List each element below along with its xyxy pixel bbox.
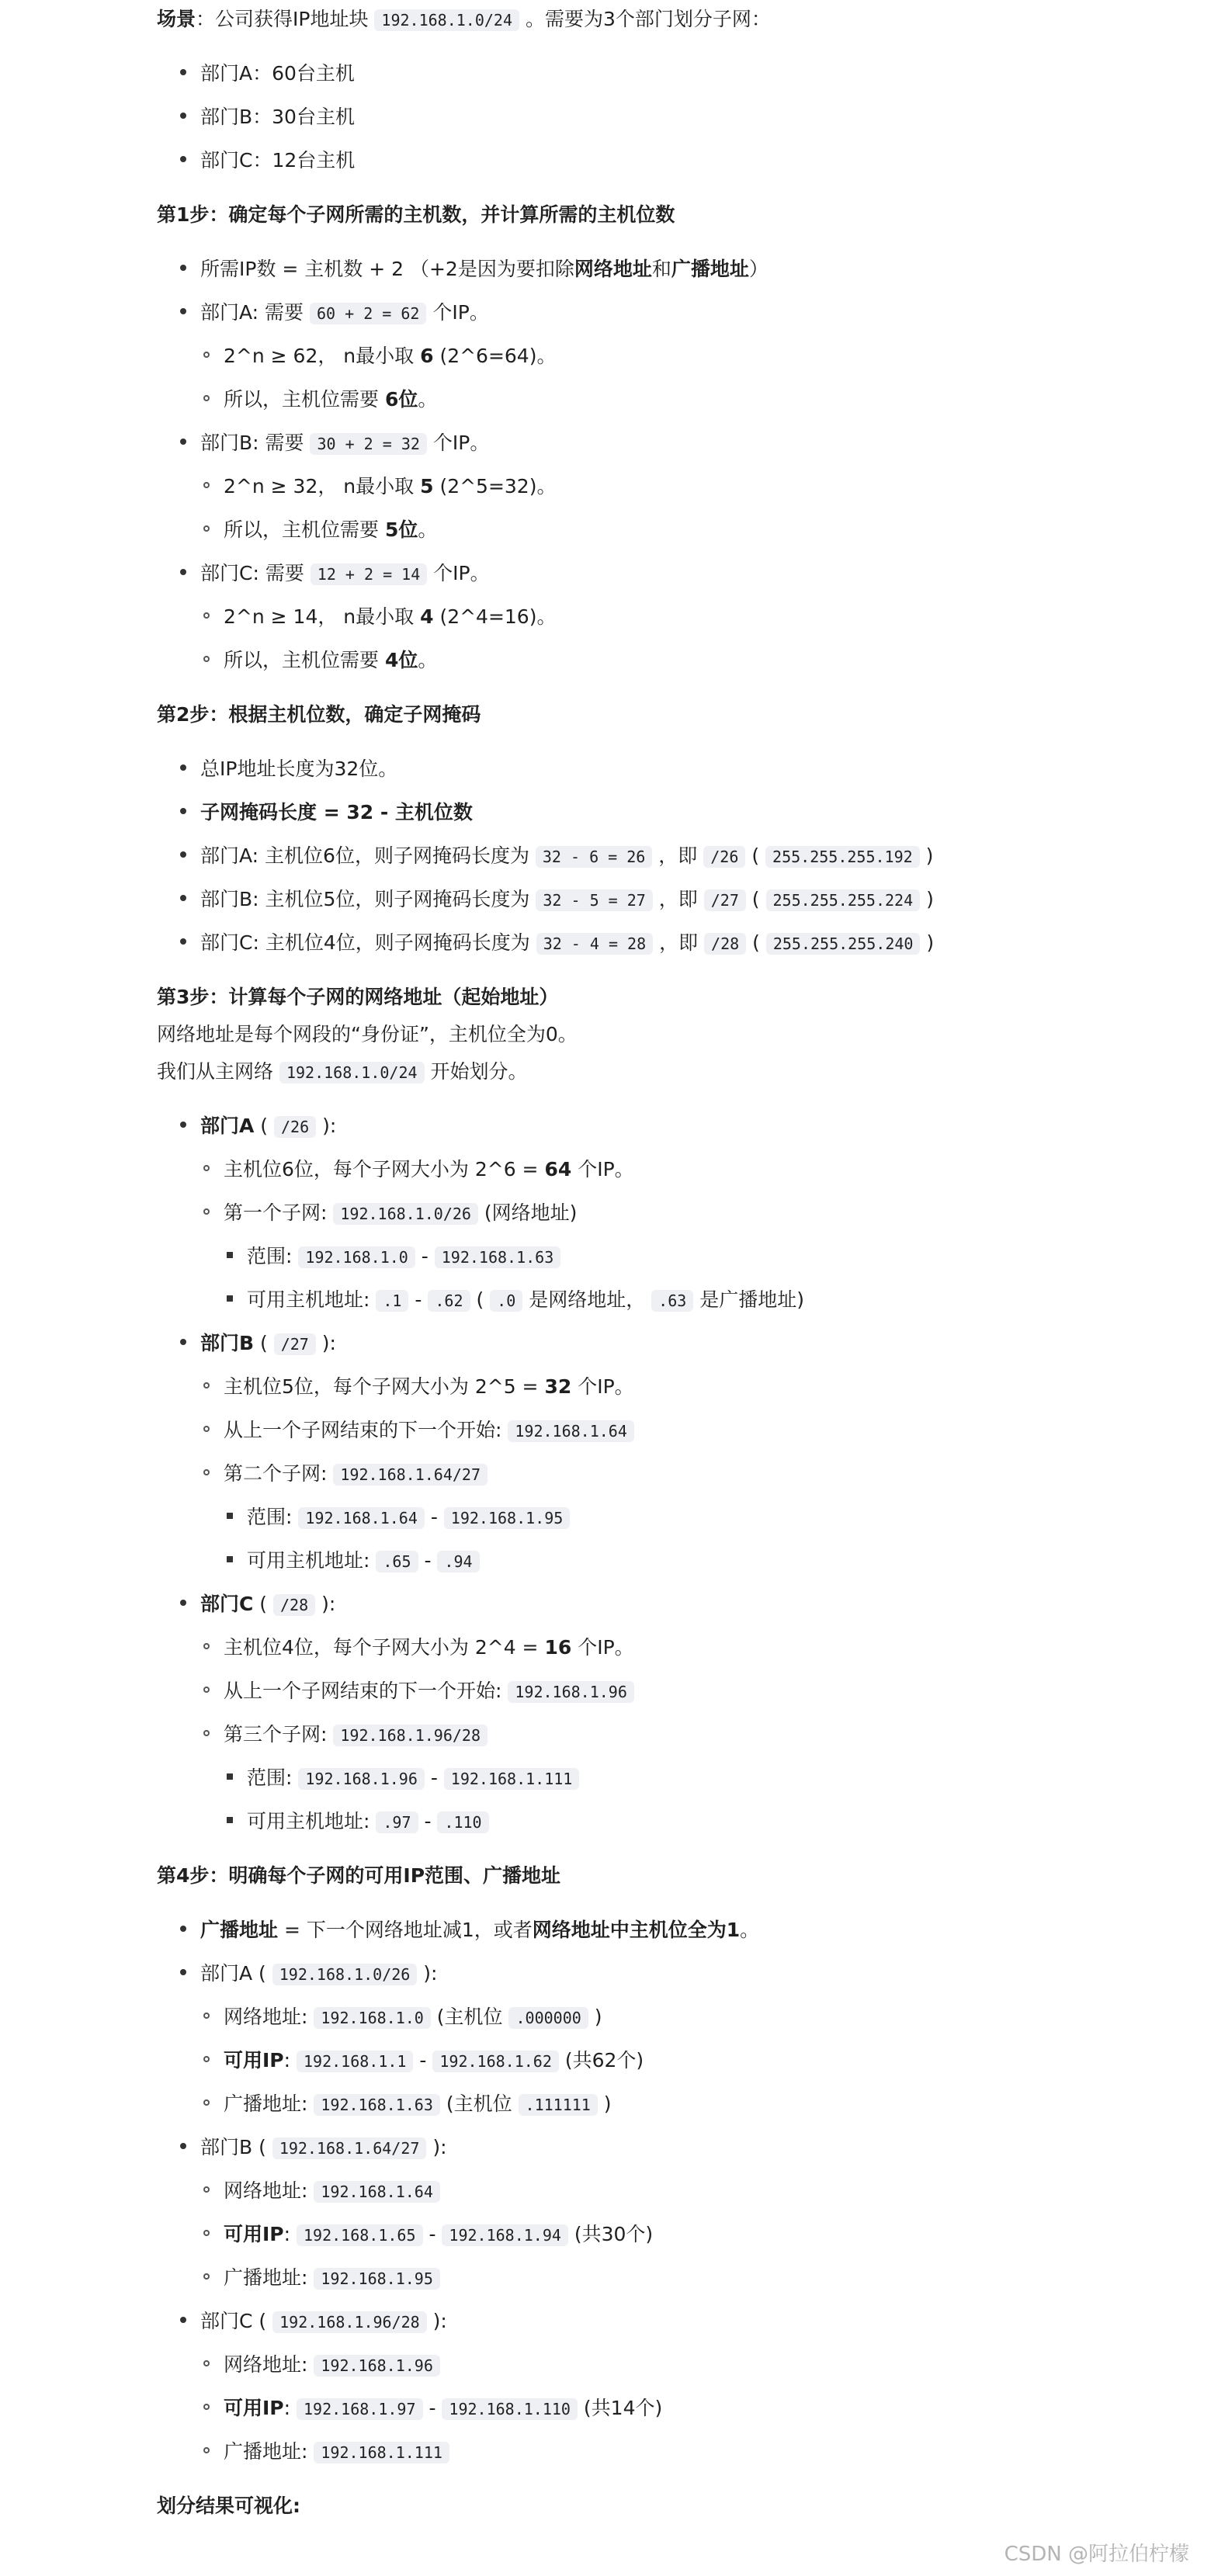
paragraph bbox=[157, 200, 675, 231]
text: 第一个子网: bbox=[224, 1201, 334, 1224]
text: 个IP。 bbox=[426, 301, 489, 324]
text: 可用主机地址: bbox=[247, 1549, 376, 1572]
text: : bbox=[283, 2049, 297, 2072]
text: ): bbox=[426, 2310, 447, 2332]
text: 总IP地址长度为32位。 bbox=[200, 758, 398, 780]
list-item bbox=[203, 1198, 577, 1229]
list-item bbox=[180, 1916, 759, 1946]
list-item bbox=[180, 255, 769, 285]
inline-code: 255.255.255.240 bbox=[766, 933, 921, 955]
inline-code: /28 bbox=[704, 933, 746, 955]
list-item bbox=[203, 1155, 634, 1185]
text: ，即 bbox=[653, 931, 705, 954]
inline-code: 192.168.1.96 bbox=[298, 1768, 425, 1790]
text: ( bbox=[254, 1332, 274, 1354]
text: ) bbox=[597, 2092, 612, 2115]
text: 和 bbox=[651, 258, 671, 280]
bullet-icon bbox=[180, 851, 186, 858]
text: : bbox=[283, 2223, 297, 2245]
inline-code: 192.168.1.1 bbox=[297, 2051, 413, 2072]
inline-code: 192.168.1.63 bbox=[435, 1246, 561, 1268]
inline-code: 192.168.1.95 bbox=[444, 1507, 571, 1529]
text: 部门B: 需要 bbox=[200, 432, 311, 454]
text: 是网络地址， bbox=[522, 1288, 652, 1311]
bold-text: 子网掩码长度 = 32 - 主机位数 bbox=[200, 801, 473, 823]
bullet-icon bbox=[180, 764, 186, 771]
list-item bbox=[203, 342, 556, 372]
text: ): bbox=[315, 1332, 336, 1354]
inline-code: 192.168.1.111 bbox=[314, 2442, 449, 2463]
inline-code: .000000 bbox=[508, 2007, 588, 2029]
inline-code: 192.168.1.110 bbox=[442, 2398, 578, 2420]
bullet-icon bbox=[180, 69, 186, 75]
text: 主机位4位，每个子网大小为 2^4 = bbox=[224, 1636, 545, 1659]
text: 所以，主机位需要 bbox=[224, 388, 385, 411]
hollow-bullet-icon bbox=[203, 2099, 210, 2106]
text: 网络地址: bbox=[224, 2353, 314, 2376]
inline-code: 192.168.1.0/24 bbox=[374, 9, 519, 31]
hollow-bullet-icon bbox=[203, 1382, 210, 1389]
list-item bbox=[203, 2002, 602, 2033]
bullet-icon bbox=[180, 569, 186, 575]
inline-code: 60 + 2 = 62 bbox=[310, 303, 426, 324]
list-item bbox=[227, 1546, 480, 1576]
inline-code: .63 bbox=[651, 1290, 693, 1312]
list-item bbox=[203, 646, 437, 676]
text: 范围: bbox=[247, 1506, 299, 1528]
list-item bbox=[203, 2394, 662, 2424]
text: ，即 bbox=[652, 888, 704, 910]
text: 部门C: 需要 bbox=[200, 562, 311, 584]
hollow-bullet-icon bbox=[203, 1687, 210, 1693]
bold-text: 第2步：根据主机位数，确定子网掩码 bbox=[157, 703, 481, 726]
bold-text: 5 bbox=[420, 475, 434, 498]
text: 我们从主网络 bbox=[157, 1060, 279, 1083]
text: 2^n ≥ 14， n最小取 bbox=[224, 605, 421, 628]
inline-code: 192.168.1.64 bbox=[314, 2181, 440, 2203]
text: ） bbox=[748, 258, 769, 280]
text: 所以，主机位需要 bbox=[224, 518, 385, 541]
inline-code: .110 bbox=[437, 1812, 488, 1833]
text: 部门C ( bbox=[200, 2310, 273, 2332]
text: 范围: bbox=[247, 1766, 299, 1789]
text: 可用主机地址: bbox=[247, 1288, 376, 1311]
inline-code: 255.255.255.192 bbox=[765, 846, 920, 868]
text: 主机位5位，每个子网大小为 2^5 = bbox=[224, 1375, 545, 1398]
text: 部门A：60台主机 bbox=[200, 62, 355, 85]
hollow-bullet-icon bbox=[203, 1426, 210, 1432]
bold-text: 第1步：确定每个子网所需的主机数，并计算所需的主机位数 bbox=[157, 203, 675, 226]
bullet-icon bbox=[180, 439, 186, 445]
list-item bbox=[203, 2089, 612, 2120]
hollow-bullet-icon bbox=[203, 1469, 210, 1475]
inline-code: 32 - 6 = 26 bbox=[536, 846, 652, 868]
text: 个IP。 bbox=[427, 562, 490, 584]
text: ): bbox=[315, 1593, 336, 1615]
paragraph bbox=[157, 2491, 300, 2522]
text: (2^6=64)。 bbox=[433, 345, 557, 367]
inline-code: 192.168.1.65 bbox=[297, 2224, 423, 2246]
text: 广播地址: bbox=[224, 2440, 314, 2463]
list-item bbox=[203, 1416, 634, 1446]
bold-text: 场景 bbox=[157, 8, 196, 30]
text: ( bbox=[254, 1115, 275, 1137]
list-item bbox=[180, 2133, 447, 2163]
bullet-icon bbox=[180, 1339, 186, 1345]
list-item bbox=[203, 385, 437, 415]
text: - bbox=[408, 1288, 429, 1311]
bullet-icon bbox=[180, 2143, 186, 2149]
paragraph bbox=[157, 983, 558, 1013]
inline-code: /27 bbox=[704, 889, 746, 911]
text: (主机位 bbox=[439, 2092, 519, 2115]
paragraph bbox=[157, 1861, 560, 1891]
bold-text: 第3步：计算每个子网的网络地址（起始地址） bbox=[157, 986, 559, 1008]
text: 部门C: 主机位4位，则子网掩码长度为 bbox=[200, 931, 536, 954]
list-item bbox=[180, 59, 355, 89]
list-item bbox=[180, 559, 490, 589]
list-item bbox=[227, 1763, 579, 1794]
text: 。 bbox=[418, 649, 438, 671]
text: ( bbox=[745, 888, 766, 910]
inline-code: 192.168.1.63 bbox=[314, 2094, 440, 2116]
text: (主机位 bbox=[430, 2006, 509, 2028]
bold-text: 4位 bbox=[384, 649, 418, 671]
inline-code: 192.168.1.96/28 bbox=[272, 2311, 427, 2333]
text: 个IP。 bbox=[571, 1375, 634, 1398]
inline-code: 192.168.1.0 bbox=[314, 2007, 430, 2029]
list-item bbox=[180, 1111, 336, 1142]
list-item bbox=[180, 1329, 336, 1359]
inline-code: 192.168.1.96/28 bbox=[333, 1725, 488, 1746]
list-item bbox=[180, 1959, 437, 1989]
inline-code: .111111 bbox=[519, 2094, 598, 2116]
text: - bbox=[413, 2049, 433, 2072]
text: 部门B: 主机位5位，则子网掩码长度为 bbox=[200, 888, 536, 910]
list-item bbox=[203, 1372, 634, 1402]
text: - bbox=[424, 1766, 444, 1789]
text: - bbox=[418, 1810, 438, 1832]
list-item bbox=[180, 798, 473, 828]
inline-code: 192.168.1.94 bbox=[442, 2224, 568, 2246]
text: ) bbox=[919, 844, 934, 867]
list-item bbox=[203, 1676, 634, 1707]
bullet-icon bbox=[180, 938, 186, 945]
list-item bbox=[180, 298, 489, 328]
text: 从上一个子网结束的下一个开始: bbox=[224, 1419, 508, 1441]
inline-code: /27 bbox=[274, 1333, 316, 1355]
inline-code: 192.168.1.64/27 bbox=[333, 1464, 488, 1486]
text: 可用主机地址: bbox=[247, 1810, 376, 1832]
list-item bbox=[203, 2220, 653, 2250]
text: 部门B：30台主机 bbox=[200, 106, 355, 128]
text: 2^n ≥ 62， n最小取 bbox=[224, 345, 421, 367]
inline-code: 192.168.1.0/24 bbox=[279, 1062, 425, 1083]
bold-text: 广播地址 bbox=[200, 1919, 279, 1941]
text: 部门A ( bbox=[200, 1962, 272, 1985]
inline-code: /26 bbox=[274, 1116, 316, 1138]
text: 个IP。 bbox=[426, 432, 490, 454]
bullet-icon bbox=[180, 265, 186, 271]
bold-text: 64 bbox=[544, 1158, 572, 1181]
text: 从上一个子网结束的下一个开始: bbox=[224, 1680, 508, 1702]
text: ): bbox=[417, 1962, 438, 1985]
inline-code: 192.168.1.111 bbox=[444, 1768, 580, 1790]
text: 部门A: 主机位6位，则子网掩码长度为 bbox=[200, 844, 536, 867]
paragraph bbox=[157, 5, 771, 35]
bullet-icon bbox=[180, 1122, 186, 1128]
text: (共30个) bbox=[567, 2223, 654, 2245]
bold-text: 5位 bbox=[384, 518, 418, 541]
inline-code: 192.168.1.96 bbox=[314, 2355, 440, 2377]
text: 2^n ≥ 32， n最小取 bbox=[224, 475, 421, 498]
text: - bbox=[422, 2223, 442, 2245]
bold-text: 16 bbox=[544, 1636, 572, 1659]
bullet-icon bbox=[180, 1969, 186, 1975]
paragraph bbox=[157, 700, 481, 730]
text: 。 bbox=[418, 388, 438, 411]
hollow-bullet-icon bbox=[203, 2404, 210, 2410]
text: 网络地址是每个网段的“身份证”，主机位全为0。 bbox=[157, 1023, 578, 1045]
text: = 下一个网络地址减1，或者 bbox=[278, 1919, 533, 1941]
text: : bbox=[283, 2397, 297, 2419]
text: 网络地址: bbox=[224, 2179, 314, 2202]
text: 是广播地址) bbox=[693, 1288, 804, 1311]
hollow-bullet-icon bbox=[203, 525, 210, 532]
text: 广播地址: bbox=[224, 2092, 314, 2115]
bold-text: 可用IP bbox=[224, 2049, 284, 2072]
list-item bbox=[203, 1633, 634, 1663]
text: (2^4=16)。 bbox=[433, 605, 557, 628]
text: 广播地址: bbox=[224, 2266, 314, 2289]
text: 所以，主机位需要 bbox=[224, 649, 385, 671]
text: 部门C：12台主机 bbox=[200, 149, 356, 172]
text: 所需IP数 = 主机数 + 2 （+2是因为要扣除 bbox=[200, 258, 574, 280]
text: ：公司获得IP地址块 bbox=[196, 8, 375, 30]
bold-text: 部门A bbox=[200, 1115, 255, 1137]
bold-text: 32 bbox=[544, 1375, 572, 1398]
bullet-icon bbox=[180, 808, 186, 814]
hollow-bullet-icon bbox=[203, 2013, 210, 2019]
hollow-bullet-icon bbox=[203, 352, 210, 358]
square-bullet-icon bbox=[227, 1556, 233, 1562]
text: ): bbox=[316, 1115, 337, 1137]
bold-text: 可用IP bbox=[224, 2397, 284, 2419]
text: 部门B ( bbox=[200, 2136, 272, 2158]
text: ( bbox=[470, 1288, 491, 1311]
inline-code: 192.168.1.0/26 bbox=[272, 1964, 418, 1985]
list-item bbox=[180, 1590, 335, 1620]
text: (共62个) bbox=[558, 2049, 644, 2072]
list-item bbox=[227, 1285, 804, 1316]
bullet-icon bbox=[180, 1926, 186, 1932]
inline-code: /28 bbox=[273, 1594, 315, 1616]
inline-code: 12 + 2 = 14 bbox=[311, 563, 427, 585]
inline-code: .0 bbox=[490, 1290, 522, 1312]
hollow-bullet-icon bbox=[203, 2056, 210, 2062]
list-item bbox=[180, 428, 489, 459]
inline-code: 192.168.1.96 bbox=[508, 1681, 634, 1703]
bold-text: 4 bbox=[420, 605, 434, 628]
bold-text: 网络地址中主机位全为1 bbox=[532, 1919, 741, 1941]
inline-code: .62 bbox=[428, 1290, 470, 1312]
inline-code: 192.168.1.62 bbox=[432, 2051, 559, 2072]
paragraph bbox=[157, 1020, 578, 1050]
list-item bbox=[227, 1242, 560, 1272]
hollow-bullet-icon bbox=[203, 2273, 210, 2280]
inline-code: .65 bbox=[376, 1551, 418, 1572]
square-bullet-icon bbox=[227, 1513, 233, 1519]
text: 个IP。 bbox=[571, 1636, 634, 1659]
inline-code: 192.168.1.0/26 bbox=[333, 1203, 478, 1225]
hollow-bullet-icon bbox=[203, 2230, 210, 2236]
list-item bbox=[203, 602, 556, 633]
text: - bbox=[415, 1245, 435, 1267]
inline-code: 192.168.1.64 bbox=[298, 1507, 425, 1529]
bold-text: 可用IP bbox=[224, 2223, 284, 2245]
list-item bbox=[203, 1459, 488, 1489]
list-item bbox=[203, 2350, 440, 2380]
list-item bbox=[180, 102, 355, 133]
text: ) bbox=[920, 931, 935, 954]
paragraph bbox=[157, 1057, 527, 1087]
text: 开始划分。 bbox=[424, 1060, 528, 1083]
list-item bbox=[203, 2263, 440, 2293]
list-item bbox=[180, 841, 933, 872]
bold-text: 部门B bbox=[200, 1332, 255, 1354]
bold-text: 网络地址 bbox=[574, 258, 652, 280]
text: ): bbox=[426, 2136, 447, 2158]
text: 部门A: 需要 bbox=[200, 301, 310, 324]
inline-code: 192.168.1.95 bbox=[314, 2268, 440, 2290]
text: 第三个子网: bbox=[224, 1723, 334, 1746]
text: ( bbox=[253, 1593, 274, 1615]
bold-text: 广播地址 bbox=[671, 258, 749, 280]
inline-code: .1 bbox=[376, 1290, 408, 1312]
text: - bbox=[418, 1549, 438, 1572]
list-item bbox=[227, 1503, 570, 1533]
hollow-bullet-icon bbox=[203, 1643, 210, 1649]
list-item bbox=[203, 515, 437, 546]
list-item bbox=[180, 754, 397, 785]
text: (网络地址) bbox=[477, 1201, 578, 1224]
list-item bbox=[180, 146, 355, 176]
hollow-bullet-icon bbox=[203, 1730, 210, 1736]
list-item bbox=[203, 2437, 449, 2467]
hollow-bullet-icon bbox=[203, 1208, 210, 1215]
text: 个IP。 bbox=[571, 1158, 634, 1181]
inline-code: 255.255.255.224 bbox=[766, 889, 921, 911]
text: (2^5=32)。 bbox=[433, 475, 557, 498]
bullet-icon bbox=[180, 113, 186, 119]
text: 。 bbox=[740, 1919, 760, 1941]
hollow-bullet-icon bbox=[203, 2360, 210, 2366]
list-item bbox=[180, 928, 934, 959]
square-bullet-icon bbox=[227, 1817, 233, 1823]
inline-code: .97 bbox=[376, 1812, 418, 1833]
square-bullet-icon bbox=[227, 1295, 233, 1302]
watermark: CSDN @阿拉伯柠檬 bbox=[1004, 2542, 1189, 2566]
bullet-icon bbox=[180, 895, 186, 901]
text: 范围: bbox=[247, 1245, 299, 1267]
bold-text: 6位 bbox=[384, 388, 418, 411]
text: ) bbox=[588, 2006, 602, 2028]
inline-code: 32 - 4 = 28 bbox=[536, 933, 653, 955]
hollow-bullet-icon bbox=[203, 612, 210, 619]
text: - bbox=[424, 1506, 444, 1528]
inline-code: 192.168.1.97 bbox=[297, 2398, 423, 2420]
text: (共14个) bbox=[577, 2397, 663, 2419]
inline-code: 32 - 5 = 27 bbox=[536, 889, 652, 911]
list-item bbox=[227, 1807, 489, 1837]
text: 主机位6位，每个子网大小为 2^6 = bbox=[224, 1158, 545, 1181]
square-bullet-icon bbox=[227, 1773, 233, 1780]
text: 。 bbox=[418, 518, 438, 541]
inline-code: 192.168.1.64 bbox=[508, 1420, 634, 1442]
square-bullet-icon bbox=[227, 1252, 233, 1258]
list-item bbox=[180, 2307, 447, 2337]
text: ( bbox=[745, 844, 766, 867]
bullet-icon bbox=[180, 2317, 186, 2323]
inline-code: 30 + 2 = 32 bbox=[310, 433, 426, 455]
bullet-icon bbox=[180, 156, 186, 162]
bold-text: 第4步：明确每个子网的可用IP范围、广播地址 bbox=[157, 1864, 561, 1887]
inline-code: 192.168.1.0 bbox=[298, 1246, 415, 1268]
hollow-bullet-icon bbox=[203, 482, 210, 488]
text: ，即 bbox=[652, 844, 704, 867]
hollow-bullet-icon bbox=[203, 2186, 210, 2193]
bullet-icon bbox=[180, 1600, 186, 1606]
text: 网络地址: bbox=[224, 2006, 314, 2028]
text: ( bbox=[746, 931, 766, 954]
hollow-bullet-icon bbox=[203, 2447, 210, 2453]
hollow-bullet-icon bbox=[203, 656, 210, 662]
text: ) bbox=[920, 888, 934, 910]
text: 。需要为3个部门划分子网： bbox=[519, 8, 771, 30]
list-item bbox=[180, 885, 934, 915]
bold-text: 划分结果可视化: bbox=[157, 2495, 300, 2517]
list-item bbox=[203, 2176, 440, 2207]
hollow-bullet-icon bbox=[203, 395, 210, 401]
bold-text: 部门C bbox=[200, 1593, 254, 1615]
inline-code: /26 bbox=[703, 846, 745, 868]
bullet-icon bbox=[180, 308, 186, 314]
hollow-bullet-icon bbox=[203, 1165, 210, 1171]
list-item bbox=[203, 2046, 644, 2076]
bold-text: 6 bbox=[420, 345, 434, 367]
list-item bbox=[203, 1720, 488, 1750]
text: - bbox=[422, 2397, 442, 2419]
list-item bbox=[203, 472, 556, 502]
inline-code: 192.168.1.64/27 bbox=[272, 2137, 427, 2159]
inline-code: .94 bbox=[437, 1551, 479, 1572]
text: 第二个子网: bbox=[224, 1462, 334, 1485]
